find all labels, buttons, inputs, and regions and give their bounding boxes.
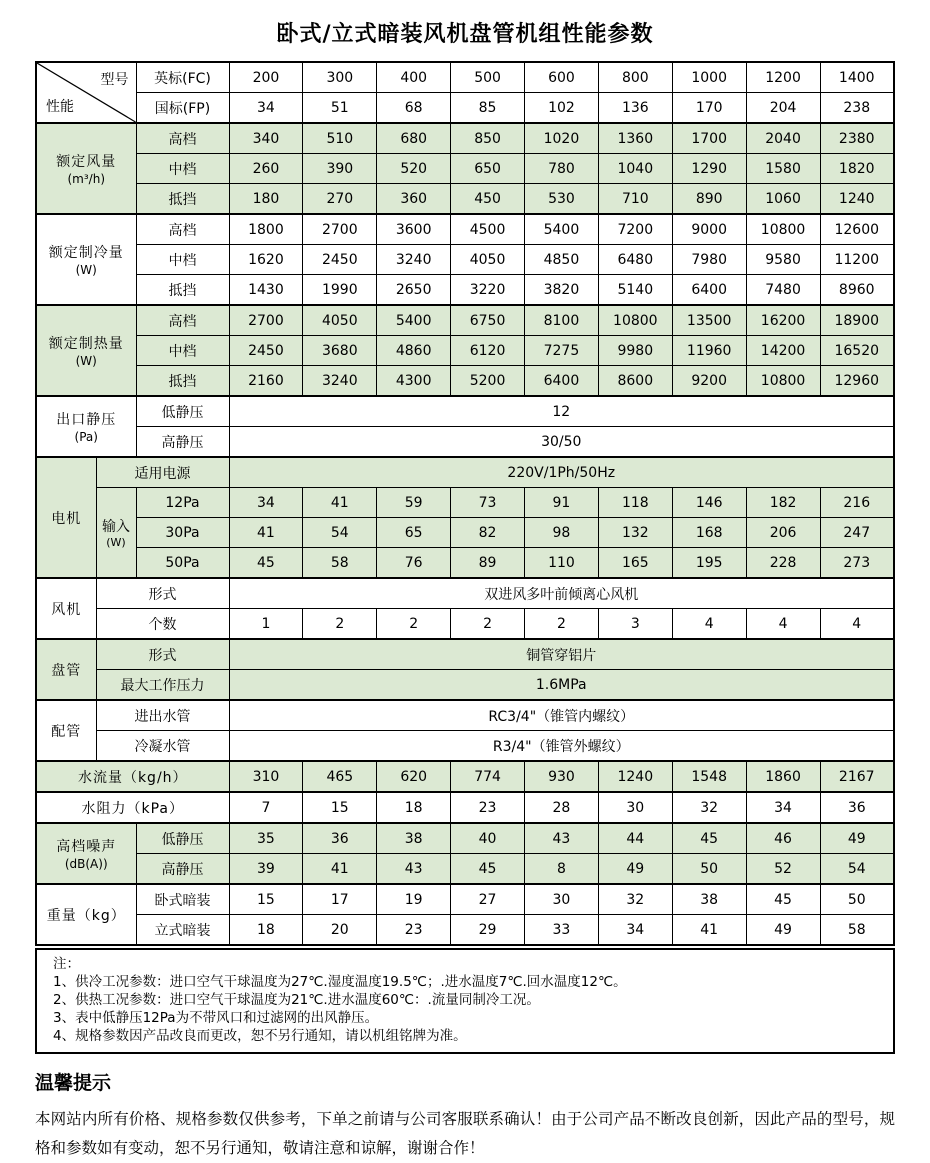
value-cell: 1000: [672, 62, 746, 93]
footer-title: 温馨提示: [35, 1072, 112, 1094]
value-cell: 18: [229, 915, 303, 946]
row-label: 低静压: [136, 823, 229, 854]
value-cell: 38: [672, 884, 746, 915]
value-cell: 36: [820, 792, 894, 823]
value-cell: 1548: [672, 761, 746, 792]
value-cell: 1700: [672, 123, 746, 154]
value-cell: 34: [746, 792, 820, 823]
value-cell: 73: [451, 488, 525, 518]
value-cell: 3820: [525, 275, 599, 306]
row-label: 高静压: [136, 427, 229, 458]
value-cell: 54: [303, 518, 377, 548]
value-cell: 20: [303, 915, 377, 946]
section-label-static-pressure: 出口静压 (Pa): [36, 396, 136, 457]
value-cell: 11200: [820, 245, 894, 275]
value-cell: 5140: [598, 275, 672, 306]
value-cell: 6750: [451, 305, 525, 336]
value-cell: 39: [229, 854, 303, 885]
value-cell: 13500: [672, 305, 746, 336]
value-cell: 3680: [303, 336, 377, 366]
value-cell: 2700: [229, 305, 303, 336]
row-label: 中档: [136, 245, 229, 275]
value-cell: 2700: [303, 214, 377, 245]
value-cell: 8600: [598, 366, 672, 397]
value-cell: 238: [820, 93, 894, 124]
value-cell: 4: [746, 609, 820, 640]
value-cell: 710: [598, 184, 672, 215]
value-cell: 890: [672, 184, 746, 215]
value-cell: 8960: [820, 275, 894, 306]
value-cell: 1820: [820, 154, 894, 184]
value-cell: 12600: [820, 214, 894, 245]
value-cell: 30/50: [229, 427, 894, 458]
value-cell: 930: [525, 761, 599, 792]
value-cell: 520: [377, 154, 451, 184]
value-cell: 774: [451, 761, 525, 792]
value-cell: 12: [229, 396, 894, 427]
row-label: 进出水管: [96, 700, 229, 731]
value-cell: 58: [820, 915, 894, 946]
weight-vertical-row: [36, 915, 894, 946]
value-cell: 3220: [451, 275, 525, 306]
noise-high-row: [36, 854, 894, 885]
value-cell: 102: [525, 93, 599, 124]
value-cell: 35: [229, 823, 303, 854]
value-cell: 180: [229, 184, 303, 215]
value-cell: 46: [746, 823, 820, 854]
value-cell: R3/4"（锥管外螺纹）: [229, 731, 894, 762]
value-cell: 4050: [303, 305, 377, 336]
value-cell: 32: [598, 884, 672, 915]
fan-count-row: [36, 609, 894, 640]
value-cell: 1200: [746, 62, 820, 93]
value-cell: 8100: [525, 305, 599, 336]
value-cell: 110: [525, 548, 599, 579]
value-cell: 118: [598, 488, 672, 518]
row-label: 高档: [136, 123, 229, 154]
value-cell: 1.6MPa: [229, 670, 894, 701]
value-cell: 45: [229, 548, 303, 579]
value-cell: 3240: [303, 366, 377, 397]
value-cell: 3: [598, 609, 672, 640]
section-label-water-flow: 水流量（kg/h）: [36, 761, 229, 792]
value-cell: 29: [451, 915, 525, 946]
value-cell: 30: [598, 792, 672, 823]
value-cell: 680: [377, 123, 451, 154]
row-label: 卧式暗装: [136, 884, 229, 915]
static-pressure-low-row: [36, 396, 894, 427]
value-cell: 7200: [598, 214, 672, 245]
value-cell: 204: [746, 93, 820, 124]
value-cell: 300: [303, 62, 377, 93]
value-cell: 41: [303, 488, 377, 518]
value-cell: 340: [229, 123, 303, 154]
value-cell: 82: [451, 518, 525, 548]
value-cell: 41: [303, 854, 377, 885]
value-cell: 45: [451, 854, 525, 885]
value-cell: 铜管穿铝片: [229, 639, 894, 670]
note-line: 4、规格参数因产品改良而更改，恕不另行通知，请以机组铭牌为准。: [53, 1028, 467, 1044]
value-cell: 19: [377, 884, 451, 915]
value-cell: 1990: [303, 275, 377, 306]
value-cell: 16200: [746, 305, 820, 336]
value-cell: RC3/4"（锥管内螺纹）: [229, 700, 894, 731]
value-cell: 2040: [746, 123, 820, 154]
value-cell: 650: [451, 154, 525, 184]
value-cell: 800: [598, 62, 672, 93]
value-cell: 85: [451, 93, 525, 124]
value-cell: 5400: [525, 214, 599, 245]
value-cell: 200: [229, 62, 303, 93]
value-cell: 91: [525, 488, 599, 518]
value-cell: 38: [377, 823, 451, 854]
value-cell: 360: [377, 184, 451, 215]
value-cell: 247: [820, 518, 894, 548]
value-cell: 16520: [820, 336, 894, 366]
value-cell: 310: [229, 761, 303, 792]
value-cell: 4300: [377, 366, 451, 397]
value-cell: 8: [525, 854, 599, 885]
cooling-mid-row: [36, 245, 894, 275]
value-cell: 220V/1Ph/50Hz: [229, 457, 894, 488]
notes-box: [35, 948, 895, 1054]
value-cell: 2160: [229, 366, 303, 397]
value-cell: 273: [820, 548, 894, 579]
value-cell: 11960: [672, 336, 746, 366]
value-cell: 54: [820, 854, 894, 885]
row-label: 抵挡: [136, 275, 229, 306]
value-cell: 49: [598, 854, 672, 885]
value-cell: 50: [672, 854, 746, 885]
static-pressure-high-row: [36, 427, 894, 458]
cooling-low-row: [36, 275, 894, 306]
value-cell: 33: [525, 915, 599, 946]
value-cell: 27: [451, 884, 525, 915]
row-label: 形式: [96, 639, 229, 670]
motor-input-50pa-row: [36, 548, 894, 579]
section-label-coil: 盘管: [36, 639, 96, 700]
section-label-cooling: 额定制冷量 (W): [36, 214, 136, 305]
value-cell: 10800: [746, 214, 820, 245]
value-cell: 51: [303, 93, 377, 124]
value-cell: 4850: [525, 245, 599, 275]
value-cell: 6400: [525, 366, 599, 397]
value-cell: 1: [229, 609, 303, 640]
value-cell: 65: [377, 518, 451, 548]
motor-input-30pa-row: [36, 518, 894, 548]
value-cell: 15: [303, 792, 377, 823]
row-label: 30Pa: [136, 518, 229, 548]
value-cell: 2167: [820, 761, 894, 792]
value-cell: 34: [598, 915, 672, 946]
value-cell: 41: [672, 915, 746, 946]
value-cell: 1800: [229, 214, 303, 245]
value-cell: 1860: [746, 761, 820, 792]
water-flow-row: [36, 761, 894, 792]
value-cell: 1020: [525, 123, 599, 154]
heating-high-row: [36, 305, 894, 336]
cooling-high-row: [36, 214, 894, 245]
value-cell: 32: [672, 792, 746, 823]
value-cell: 850: [451, 123, 525, 154]
value-cell: 2: [303, 609, 377, 640]
section-label-noise: 高档噪声 (dB(A)): [36, 823, 136, 884]
value-cell: 6120: [451, 336, 525, 366]
footer: [35, 1068, 895, 1163]
value-cell: 10800: [598, 305, 672, 336]
value-cell: 146: [672, 488, 746, 518]
corner-bottom-label: 性能: [46, 99, 74, 115]
section-label-fan: 风机: [36, 578, 96, 639]
notes-title: 注：: [53, 956, 80, 972]
row-label: 中档: [136, 154, 229, 184]
value-cell: 500: [451, 62, 525, 93]
page: [35, 0, 895, 1163]
value-cell: 1400: [820, 62, 894, 93]
noise-low-row: [36, 823, 894, 854]
heating-mid-row: [36, 336, 894, 366]
value-cell: 76: [377, 548, 451, 579]
note-line: 2、供热工况参数：进口空气干球温度为21℃.进水温度60℃：.流量同制冷工况。: [53, 992, 540, 1008]
row-label: 最大工作压力: [96, 670, 229, 701]
value-cell: 18900: [820, 305, 894, 336]
value-cell: 52: [746, 854, 820, 885]
value-cell: 2380: [820, 123, 894, 154]
value-cell: 1620: [229, 245, 303, 275]
value-cell: 7480: [746, 275, 820, 306]
page-title: 卧式/立式暗装风机盘管机组性能参数: [276, 22, 654, 47]
value-cell: 49: [746, 915, 820, 946]
value-cell: 2: [451, 609, 525, 640]
value-cell: 400: [377, 62, 451, 93]
row-label: 形式: [96, 578, 229, 609]
value-cell: 9000: [672, 214, 746, 245]
value-cell: 1240: [598, 761, 672, 792]
water-resistance-row: [36, 792, 894, 823]
value-cell: 10800: [746, 366, 820, 397]
row-label: 个数: [96, 609, 229, 640]
weight-horizontal-row: [36, 884, 894, 915]
header-row-fp: [36, 93, 894, 124]
value-cell: 36: [303, 823, 377, 854]
value-cell: 1040: [598, 154, 672, 184]
value-cell: 44: [598, 823, 672, 854]
note-line: 1、供冷工况参数：进口空气干球温度为27℃.湿度温度19.5℃；.进水温度7℃.回水温度12℃。: [53, 974, 627, 990]
value-cell: 49: [820, 823, 894, 854]
value-cell: 136: [598, 93, 672, 124]
value-cell: 3240: [377, 245, 451, 275]
row-label: 立式暗装: [136, 915, 229, 946]
value-cell: 12960: [820, 366, 894, 397]
value-cell: 15: [229, 884, 303, 915]
section-label-weight: 重量（kg）: [36, 884, 136, 945]
value-cell: 23: [451, 792, 525, 823]
value-cell: 1580: [746, 154, 820, 184]
value-cell: 双进风多叶前倾离心风机: [229, 578, 894, 609]
value-cell: 45: [746, 884, 820, 915]
value-cell: 9580: [746, 245, 820, 275]
value-cell: 4: [672, 609, 746, 640]
value-cell: 2: [525, 609, 599, 640]
value-cell: 1240: [820, 184, 894, 215]
value-cell: 216: [820, 488, 894, 518]
piping-condensate-row: [36, 731, 894, 762]
value-cell: 89: [451, 548, 525, 579]
value-cell: 390: [303, 154, 377, 184]
value-cell: 2: [377, 609, 451, 640]
spec-table: [35, 61, 895, 946]
row-label: 冷凝水管: [96, 731, 229, 762]
value-cell: 2450: [229, 336, 303, 366]
value-cell: 450: [451, 184, 525, 215]
motor-input-12pa-row: [36, 488, 894, 518]
value-cell: 30: [525, 884, 599, 915]
row-label: 抵挡: [136, 366, 229, 397]
value-cell: 17: [303, 884, 377, 915]
value-cell: 530: [525, 184, 599, 215]
value-cell: 270: [303, 184, 377, 215]
corner-top-label: 型号: [100, 72, 129, 88]
row-label: 12Pa: [136, 488, 229, 518]
header-row-fc: [36, 62, 894, 93]
value-cell: 600: [525, 62, 599, 93]
value-cell: 14200: [746, 336, 820, 366]
airflow-mid-row: [36, 154, 894, 184]
value-cell: 4: [820, 609, 894, 640]
value-cell: 1060: [746, 184, 820, 215]
value-cell: 40: [451, 823, 525, 854]
value-cell: 465: [303, 761, 377, 792]
value-cell: 620: [377, 761, 451, 792]
value-cell: 43: [377, 854, 451, 885]
value-cell: 2450: [303, 245, 377, 275]
value-cell: 34: [229, 488, 303, 518]
value-cell: 59: [377, 488, 451, 518]
value-cell: 43: [525, 823, 599, 854]
value-cell: 6480: [598, 245, 672, 275]
airflow-high-row: [36, 123, 894, 154]
value-cell: 170: [672, 93, 746, 124]
value-cell: 195: [672, 548, 746, 579]
value-cell: 34: [229, 93, 303, 124]
value-cell: 98: [525, 518, 599, 548]
value-cell: 228: [746, 548, 820, 579]
section-label-water-resistance: 水阻力（kPa）: [36, 792, 229, 823]
row-label: 高档: [136, 305, 229, 336]
value-cell: 68: [377, 93, 451, 124]
value-cell: 41: [229, 518, 303, 548]
row-label: 抵挡: [136, 184, 229, 215]
value-cell: 3600: [377, 214, 451, 245]
value-cell: 1430: [229, 275, 303, 306]
value-cell: 7: [229, 792, 303, 823]
value-cell: 168: [672, 518, 746, 548]
row-label: 高档: [136, 214, 229, 245]
value-cell: 18: [377, 792, 451, 823]
airflow-low-row: [36, 184, 894, 215]
row-label: 高静压: [136, 854, 229, 885]
coil-pressure-row: [36, 670, 894, 701]
value-cell: 9980: [598, 336, 672, 366]
value-cell: 2650: [377, 275, 451, 306]
footer-text: 本网站内所有价格、规格参数仅供参考，下单之前请与公司客服联系确认！由于公司产品不断改良创新，因此产品的型号，规格和参数如有变动，恕不另行通知，敬请注意和谅解，谢谢合作！: [35, 1110, 895, 1157]
row-label: 低静压: [136, 396, 229, 427]
value-cell: 206: [746, 518, 820, 548]
motor-power-row: [36, 457, 894, 488]
value-cell: 45: [672, 823, 746, 854]
value-cell: 58: [303, 548, 377, 579]
row-label: 50Pa: [136, 548, 229, 579]
value-cell: 780: [525, 154, 599, 184]
row-label: 国标(FP): [136, 93, 229, 124]
section-label-heating: 额定制热量 (W): [36, 305, 136, 396]
value-cell: 4050: [451, 245, 525, 275]
section-label-motor: 电机: [36, 457, 96, 578]
heating-low-row: [36, 366, 894, 397]
row-label: 中档: [136, 336, 229, 366]
note-line: 3、表中低静压12Pa为不带风口和过滤网的出风静压。: [53, 1010, 379, 1026]
value-cell: 7275: [525, 336, 599, 366]
value-cell: 132: [598, 518, 672, 548]
value-cell: 9200: [672, 366, 746, 397]
value-cell: 7980: [672, 245, 746, 275]
value-cell: 5400: [377, 305, 451, 336]
value-cell: 23: [377, 915, 451, 946]
value-cell: 50: [820, 884, 894, 915]
row-label: 适用电源: [96, 457, 229, 488]
section-label-airflow: 额定风量 (m³/h): [36, 123, 136, 214]
value-cell: 510: [303, 123, 377, 154]
coil-type-row: [36, 639, 894, 670]
value-cell: 260: [229, 154, 303, 184]
value-cell: 165: [598, 548, 672, 579]
motor-input-label: 输入 (W): [96, 488, 136, 579]
value-cell: 182: [746, 488, 820, 518]
fan-type-row: [36, 578, 894, 609]
value-cell: 1290: [672, 154, 746, 184]
corner-cell: [36, 62, 136, 123]
value-cell: 1360: [598, 123, 672, 154]
value-cell: 4500: [451, 214, 525, 245]
value-cell: 5200: [451, 366, 525, 397]
section-label-piping: 配管: [36, 700, 96, 761]
value-cell: 4860: [377, 336, 451, 366]
value-cell: 28: [525, 792, 599, 823]
row-label: 英标(FC): [136, 62, 229, 93]
piping-inlet-row: [36, 700, 894, 731]
value-cell: 6400: [672, 275, 746, 306]
